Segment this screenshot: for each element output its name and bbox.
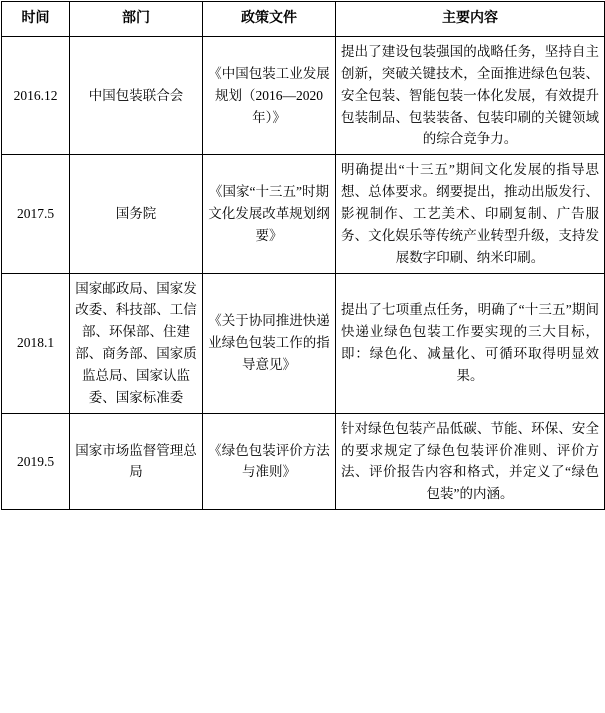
policy-table-container — [0, 1, 605, 510]
cell-department: 国家邮政局、国家发改委、科技部、工信部、环保部、住建部、商务部、国家质监总局、国家认监委、国家标准委 — [70, 273, 203, 413]
table-header — [2, 2, 605, 37]
cell-main-content: 提出了七项重点任务，明确了“十三五”期间快递业绿色包装工作要实现的三大目标，即：绿色化、减量化、可循环取得明显效果。 — [336, 273, 605, 413]
column-header-policy-document: 政策文件 — [203, 2, 336, 37]
cell-policy-document: 《绿色包装评价方法与准则》 — [203, 413, 336, 509]
cell-main-content: 针对绿色包装产品低碳、节能、环保、安全的要求规定了绿色包装评价准则、评价方法、评价报告内容和格式，并定义了“绿色包装”的内涵。 — [336, 413, 605, 509]
cell-time: 2017.5 — [2, 155, 70, 273]
table-header-row — [2, 2, 605, 37]
cell-policy-document: 《中国包装工业发展规划（2016—2020年）》 — [203, 37, 336, 155]
table-body — [2, 37, 605, 510]
table-row — [2, 273, 605, 413]
cell-time: 2019.5 — [2, 413, 70, 509]
cell-time: 2018.1 — [2, 273, 70, 413]
table-row — [2, 37, 605, 155]
policy-table — [1, 1, 605, 510]
cell-policy-document: 《关于协同推进快递业绿色包装工作的指导意见》 — [203, 273, 336, 413]
table-row — [2, 413, 605, 509]
table-row — [2, 155, 605, 273]
column-header-main-content: 主要内容 — [336, 2, 605, 37]
column-header-department: 部门 — [70, 2, 203, 37]
cell-main-content: 明确提出“十三五”期间文化发展的指导思想、总体要求。纲要提出，推动出版发行、影视制作、工艺美术、印刷复制、广告服务、文化娱乐等传统产业转型升级，支持发展数字印刷、纳米印刷。 — [336, 155, 605, 273]
cell-department: 中国包装联合会 — [70, 37, 203, 155]
cell-department: 国家市场监督管理总局 — [70, 413, 203, 509]
column-header-time: 时间 — [2, 2, 70, 37]
cell-department: 国务院 — [70, 155, 203, 273]
cell-policy-document: 《国家“十三五”时期文化发展改革规划纲要》 — [203, 155, 336, 273]
cell-main-content: 提出了建设包装强国的战略任务，坚持自主创新，突破关键技术，全面推进绿色包装、安全包装、智能包装一体化发展，有效提升包装制品、包装装备、包装印刷的关键领域的综合竞争力。 — [336, 37, 605, 155]
cell-time: 2016.12 — [2, 37, 70, 155]
